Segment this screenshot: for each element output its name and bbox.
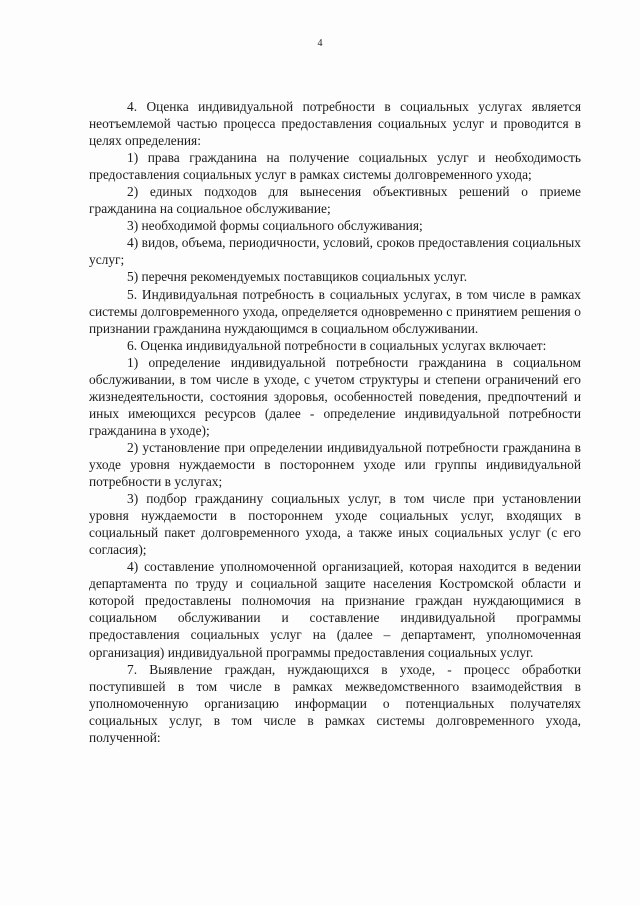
- paragraph-4: 4. Оценка индивидуальной потребности в социальных услугах является неотъемлемой частью процесса предоставления социальных услуг и проводится в целях определения:: [89, 99, 581, 149]
- list-item-5: 5) перечня рекомендуемых поставщиков социальных услуг.: [127, 269, 468, 285]
- list-item-6-2: 2) установление при определении индивидуальной потребности гражданина в уходе уровня нуждаемости в постороннем уходе или группы индивидуальной потребности в услугах;: [89, 439, 581, 490]
- list-item-1: 1) права гражданина на получение социальных услуг и необходимость предоставления социальных услуг в рамках системы долговременного ухода;: [89, 150, 581, 183]
- page-number: 4: [317, 38, 323, 49]
- document-body: [89, 98, 581, 746]
- list-item-6-3: 3) подбор гражданину социальных услуг, в том числе при установлении уровня нуждаемости в постороннем уходе социальных услуг, входящих в социальный пакет долговременного ухода, а также иных социальных услуг (с его согласия);: [89, 491, 581, 558]
- list-item-6-1: 1) определение индивидуальной потребности гражданина в социальном обслуживании, в том числе в уходе, с учетом структуры и степени ограничений его жизнедеятельности, состояния здоровья, особенностей поведения, предпочтений и иных имеющихся ресурсов (далее - определение индивидуальной потребности гражданина в уходе);: [89, 354, 581, 438]
- paragraph-6: 6. Оценка индивидуальной потребности в социальных услугах включает:: [127, 337, 547, 353]
- paragraph-7: 7. Выявление граждан, нуждающихся в уходе, - процесс обработки поступившей в том числе в рамках межведомственного взаимодействия в уполномоченную организацию информации о потенциальных получателях социальных услуг, в том числе в рамках системы долговременного ухода, полученной:: [89, 661, 581, 745]
- list-item-3: 3) необходимой формы социального обслуживания;: [127, 218, 423, 234]
- list-item-4: 4) видов, объема, периодичности, условий, сроков предоставления социальных услуг;: [89, 235, 581, 268]
- paragraph-5: 5. Индивидуальная потребность в социальных услугах, в том числе в рамках системы долговременного ухода, определяется одновременно с принятием решения о признании гражданина нуждающимся в социальном обслуживании.: [89, 286, 581, 336]
- list-item-2: 2) единых подходов для вынесения объективных решений о приеме гражданина на социальное обслуживание;: [89, 184, 581, 217]
- list-item-6-4: 4) составление уполномоченной организацией, которая находится в ведении департамента по труду и социальной защите населения Костромской области и которой предоставлены полномочия на признание граждан нуждающимися в социальном обслуживании и составление индивидуальной программы предоставления социальных услуг на (далее – департамент, уполномоченная организация) индивидуальной программы предоставления социальных услуг.: [89, 559, 581, 660]
